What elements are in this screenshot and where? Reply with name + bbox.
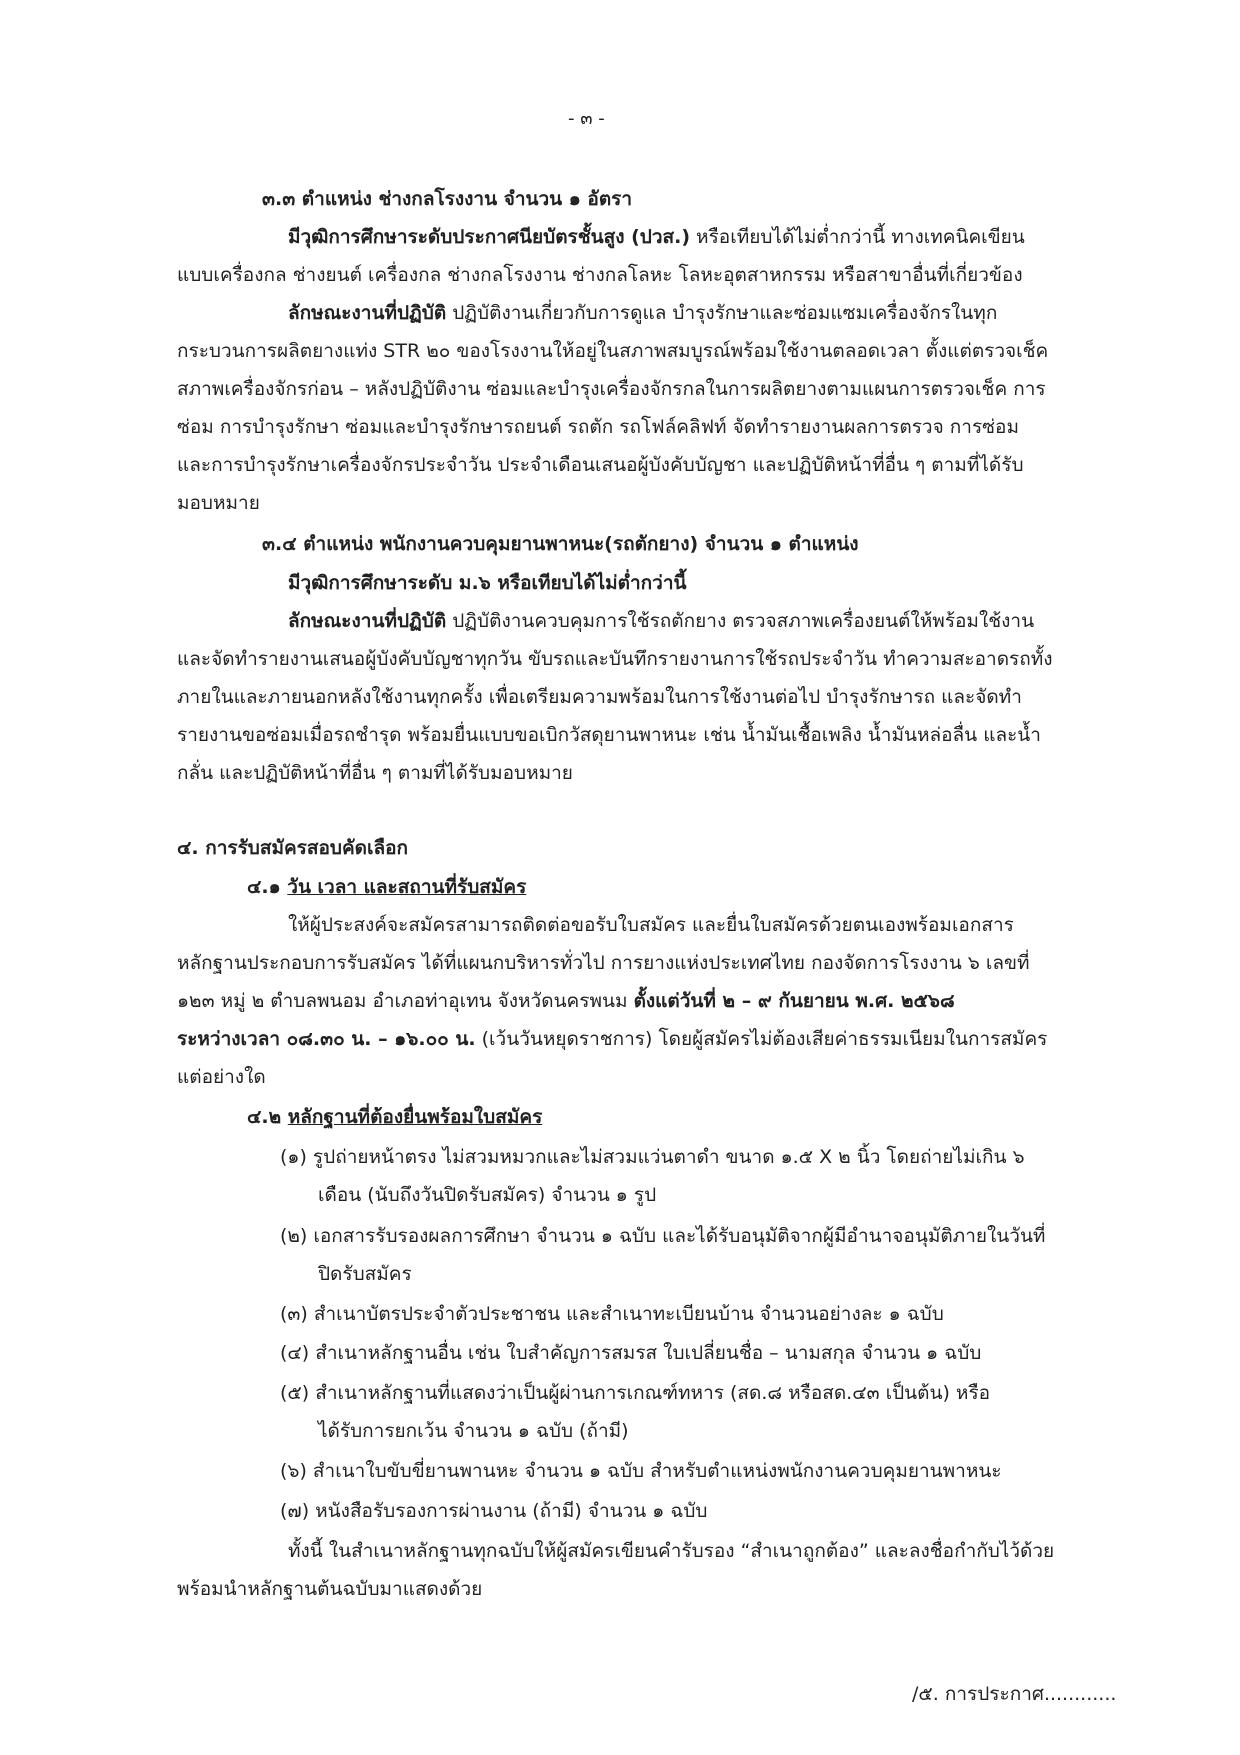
s34-work-label: ลักษณะงานที่ปฏิบัติ: [288, 610, 447, 632]
s33-work: [288, 302, 997, 326]
s34-heading: ๓.๔ ตำแหน่ง พนักงานควบคุมยานพาหนะ(รถตักยาง) จำนวน ๑ ตำแหน่ง: [262, 533, 859, 555]
s41-line-1: ให้ผู้ประสงค์จะสมัครสามารถติดต่อขอรับใบสมัคร และยื่นใบสมัครด้วยตนเองพร้อมเอกสาร: [288, 914, 1014, 936]
s42-item-2-cont: ปิดรับสมัคร: [318, 1263, 412, 1285]
s42-heading: [247, 1106, 542, 1130]
s42-item-7: (๗) หนังสือรับรองการผ่านงาน (ถ้ามี) จำนวน ๑ ฉบับ: [280, 1500, 708, 1522]
s41-line-2: หลักฐานประกอบการรับสมัคร ได้ที่แผนกบริหารทั่วไป การยางแห่งประเทศไทย กองจัดการโรงงาน ๖ เลขที่: [177, 952, 1030, 974]
s34-work: [288, 610, 1034, 634]
s41-line-4: [177, 1028, 1047, 1052]
s33-work-rest: ปฏิบัติงานเกี่ยวกับการดูแล บำรุงรักษาและซ่อมแซมเครื่องจักรในทุก: [446, 302, 998, 324]
s34-work-line-1: และจัดทำรายงานเสนอผู้บังคับบัญชาทุกวัน ขับรถและบันทึกรายงานการใช้รถประจำวัน ทำความสะอาดรถทั้ง: [177, 648, 1053, 670]
s41-date-range: ตั้งแต่วันที่ ๒ – ๙ กันยายน พ.ศ. ๒๕๖๘: [633, 990, 955, 1012]
s34-work-rest: ปฏิบัติงานควบคุมการใช้รถตักยาง ตรวจสภาพเครื่องยนต์ให้พร้อมใช้งาน: [446, 610, 1035, 632]
s42-note-line-2: พร้อมนำหลักฐานต้นฉบับมาแสดงด้วย: [177, 1578, 483, 1600]
s33-qual-line2: แบบเครื่องกล ช่างยนต์ เครื่องกล ช่างกลโรงงาน ช่างกลโลหะ โลหะอุตสาหกรรม หรือสาขาอื่นที่เกี่ยวข้อง: [177, 264, 1023, 286]
s42-item-1: (๑) รูปถ่ายหน้าตรง ไม่สวมหมวกและไม่สวมแว่นตาดำ ขนาด ๑.๕ X ๒ นิ้ว โดยถ่ายไม่เกิน ๖: [280, 1146, 1025, 1168]
s42-item-3: (๓) สำเนาบัตรประจำตัวประชาชน และสำเนาทะเบียนบ้าน จำนวนอย่างละ ๑ ฉบับ: [280, 1303, 944, 1325]
s33-work-label: ลักษณะงานที่ปฏิบัติ: [288, 302, 447, 324]
s41-heading: [247, 876, 526, 900]
s33-heading: ๓.๓ ตำแหน่ง ช่างกลโรงงาน จำนวน ๑ อัตรา: [262, 188, 633, 210]
s42-note-line-1: ทั้งนี้ ในสำเนาหลักฐานทุกฉบับให้ผู้สมัครเขียนคำรับรอง “สำเนาถูกต้อง” และลงชื่อกำกับไว้ด้วย: [288, 1540, 1055, 1562]
s34-work-line-2: ภายในและภายนอกหลังใช้งานทุกครั้ง เพื่อเตรียมความพร้อมในการใช้งานต่อไป บำรุงรักษารถ และจัดทำ: [177, 686, 1022, 708]
s42-number: ๔.๒: [247, 1106, 288, 1128]
s33-work-line-3: ซ่อม การบำรุงรักษา ซ่อมและบำรุงรักษารถยนต์ รถตัก รถโฟล์คลิฟท์ จัดทำรายงานผลการตรวจ การซ่อม: [177, 416, 1019, 438]
s42-item-1-cont: เดือน (นับถึงวันปิดรับสมัคร) จำนวน ๑ รูป: [318, 1184, 657, 1206]
s33-qualification: [288, 226, 1025, 250]
s33-qual-rest: หรือเทียบได้ไม่ต่ำกว่านี้ ทางเทคนิคเขียน: [690, 226, 1025, 248]
s34-work-line-3: รายงานขอซ่อมเมื่อรถชำรุด พร้อมยื่นแบบขอเบิกวัสดุยานพาหนะ เช่น น้ำมันเชื้อเพลิง น้ำมันหล่อลื่น และน้ำ: [177, 724, 1041, 746]
s42-item-5: (๕) สำเนาหลักฐานที่แสดงว่าเป็นผู้ผ่านการเกณฑ์ทหาร (สด.๘ หรือสด.๔๓ เป็นต้น) หรือ: [280, 1382, 991, 1404]
s41-time-range: ระหว่างเวลา ๐๘.๓๐ น. – ๑๖.๐๐ น.: [177, 1028, 476, 1050]
s41-time-note: (เว้นวันหยุดราชการ) โดยผู้สมัครไม่ต้องเสียค่าธรรมเนียมในการสมัคร: [475, 1028, 1048, 1050]
next-page-reference: /๕. การประกาศ............: [912, 1683, 1117, 1705]
s41-line-5: แต่อย่างใด: [177, 1066, 266, 1088]
s41-line-3: [177, 990, 955, 1014]
s33-work-line-4: และการบำรุงรักษาเครื่องจักรประจำวัน ประจำเดือนเสนอผู้บังคับบัญชา และปฏิบัติหน้าที่อื่น ๆ ตามที่ได้รับ: [177, 454, 1024, 476]
s41-number: ๔.๑: [247, 876, 288, 898]
s42-item-6: (๖) สำเนาใบขับขี่ยานพานหะ จำนวน ๑ ฉบับ สำหรับตำแหน่งพนักงานควบคุมยานพาหนะ: [280, 1460, 1002, 1482]
s41-title: วัน เวลา และสถานที่รับสมัคร: [287, 876, 527, 898]
s33-work-line-1: กระบวนการผลิตยางแท่ง STR ๒๐ ของโรงงานให้อยู่ในสภาพสมบูรณ์พร้อมใช้งานตลอดเวลา ตั้งแต่ตรวจเช็ค: [177, 340, 1049, 362]
s41-address: ๑๒๓ หมู่ ๒ ตำบลพนอม อำเภอท่าอุเทน จังหวัดนครพนม: [177, 990, 634, 1012]
s4-heading: ๔. การรับสมัครสอบคัดเลือก: [177, 837, 409, 859]
s33-qual-label: มีวุฒิการศึกษาระดับประกาศนียบัตรชั้นสูง (ปวส.): [288, 226, 691, 248]
s42-item-5-cont: ได้รับการยกเว้น จำนวน ๑ ฉบับ (ถ้ามี): [318, 1420, 629, 1442]
s42-item-2: (๒) เอกสารรับรองผลการศึกษา จำนวน ๑ ฉบับ และได้รับอนุมัติจากผู้มีอำนาจอนุมัติภายในวันที่: [280, 1225, 1046, 1247]
s33-work-line-2: สภาพเครื่องจักรก่อน – หลังปฏิบัติงาน ซ่อมและบำรุงเครื่องจักรกลในการผลิตยางตามแผนการตรวจเช็ค การ: [177, 378, 1046, 400]
page-number: - ๓ -: [568, 108, 605, 129]
s42-title: หลักฐานที่ต้องยื่นพร้อมใบสมัคร: [287, 1106, 543, 1128]
s34-work-line-4: กลั่น และปฏิบัติหน้าที่อื่น ๆ ตามที่ได้รับมอบหมาย: [177, 762, 573, 784]
s33-work-line-5: มอบหมาย: [177, 492, 260, 514]
s42-item-4: (๔) สำเนาหลักฐานอื่น เช่น ใบสำคัญการสมรส ใบเปลี่ยนชื่อ – นามสกุล จำนวน ๑ ฉบับ: [280, 1342, 982, 1364]
s34-qualification: มีวุฒิการศึกษาระดับ ม.๖ หรือเทียบได้ไม่ต่ำกว่านี้: [288, 572, 687, 594]
